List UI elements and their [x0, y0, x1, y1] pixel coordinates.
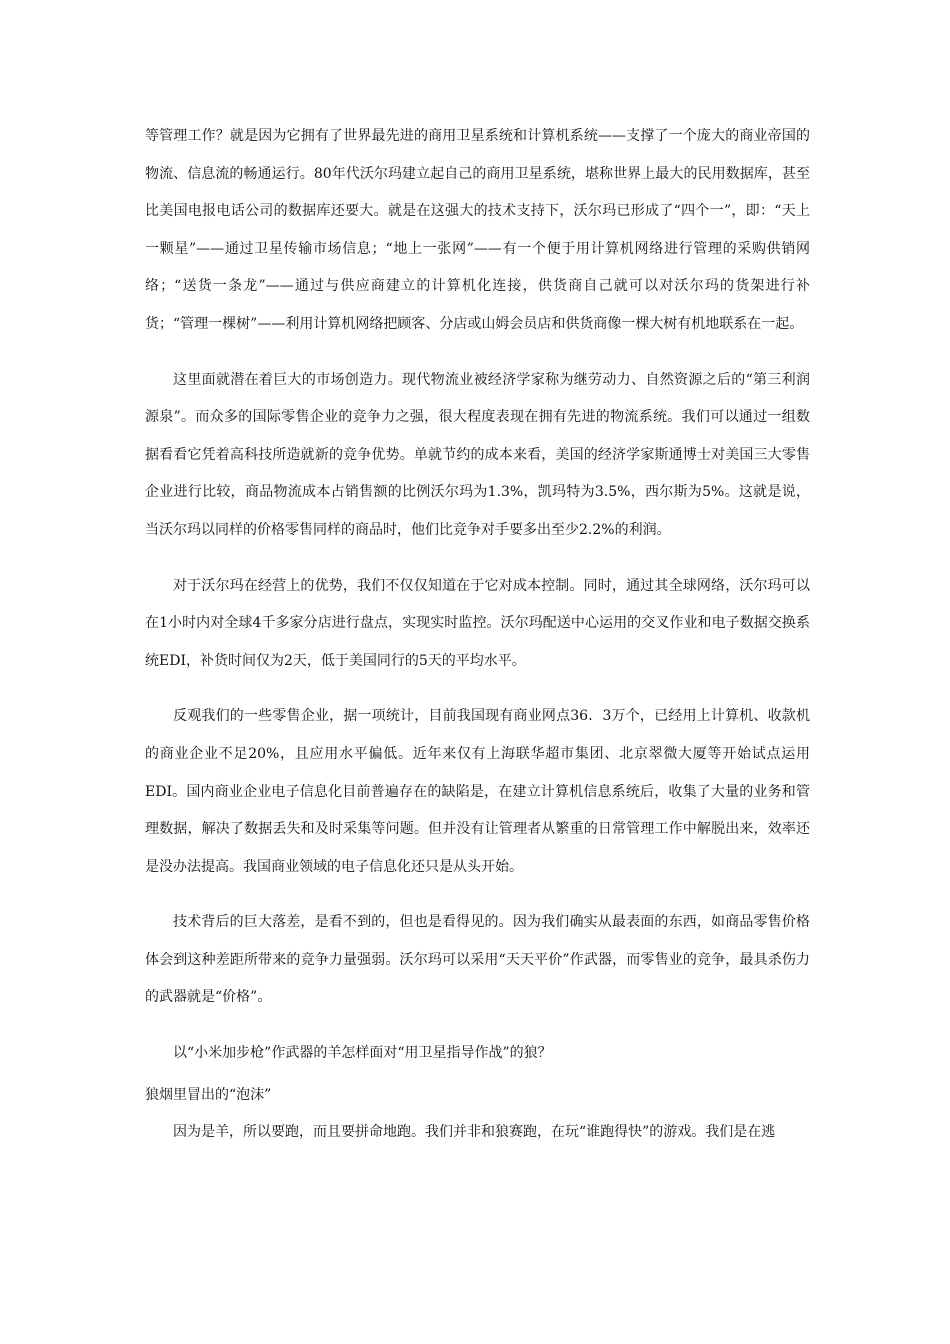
document-body — [145, 118, 810, 1152]
paragraph-technology-gap: 技术背后的巨大落差，是看不到的，但也是看得见的。因为我们确实从最表面的东西，如商品零售价格体会到这种差距所带来的竞争力量强弱。沃尔玛可以采用“天天平价”作武器，而零售业的竞争，最具杀伤力的武器就是“价格”。 — [145, 914, 810, 1006]
paragraph-walmart-satellite: 等管理工作？就是因为它拥有了世界最先进的商用卫星系统和计算机系统——支撑了一个庞大的商业帝国的物流、信息流的畅通运行。80年代沃尔玛建立起自己的商用卫星系统，堪称世界上最大的民用数据库，甚至比美国电报电话公司的数据库还要大。就是在这强大的技术支持下，沃尔玛已形成了“四个一”，即：“天上一颗星”——通过卫星传输市场信息；“地上一张网”——有一个便于用计算机网络进行管理的采购供销网络；“送货一条龙”——通过与供应商建立的计算机化连接，供货商自己就可以对沃尔玛的货架进行补货；“管理一棵树”——利用计算机网络把顾客、分店或山姆会员店和供货商像一棵大树有机地联系在一起。 — [145, 128, 810, 332]
paragraph-logistics-profit: 这里面就潜在着巨大的市场创造力。现代物流业被经济学家称为继劳动力、自然资源之后的“第三利润源泉”。而众多的国际零售企业的竞争力之强，很大程度表现在拥有先进的物流系统。我们可以通过一组数据看看它凭着高科技所造就新的竞争优势。单就节约的成本来看，美国的经济学家斯通博士对美国三大零售企业进行比较，商品物流成本占销售额的比例沃尔玛为1.3%，凯玛特为3.5%，西尔斯为5%。这就是说，当沃尔玛以同样的价格零售同样的商品时，他们比竞争对手要多出至少2.2%的利润。 — [145, 371, 810, 538]
paragraph-domestic-retail: 反观我们的一些零售企业，据一项统计，目前我国现有商业网点36．3万个，已经用上计算机、收款机的商业企业不足20%，且应用水平偏低。近年来仅有上海联华超市集团、北京翠微大厦等开始试点运用EDI。国内商业企业电子信息化目前普遍存在的缺陷是，在建立计算机信息系统后，收集了大量的业务和管理数据，解决了数据丢失和及时采集等问题。但并没有让管理者从繁重的日常管理工作中解脱出来，效率还是没办法提高。我国商业领域的电子信息化还只是从头开始。 — [145, 708, 810, 875]
paragraph-sheep-vs-wolf: 以“小米加步枪”作武器的羊怎样面对“用卫星指导作战”的狼？ — [173, 1045, 552, 1062]
paragraph-running: 因为是羊，所以要跑，而且要拼命地跑。我们并非和狼赛跑，在玩“谁跑得快”的游戏。我们是在逃 — [173, 1124, 776, 1141]
paragraph-cost-control: 对于沃尔玛在经营上的优势，我们不仅仅知道在于它对成本控制。同时，通过其全球网络，沃尔玛可以在1小时内对全球4千多家分店进行盘点，实现实时监控。沃尔玛配送中心运用的交叉作业和电子数据交换系统EDI，补货时间仅为2天，低于美国同行的5天的平均水平。 — [145, 577, 810, 669]
section-heading: 狼烟里冒出的“泡沫” — [145, 1086, 272, 1103]
